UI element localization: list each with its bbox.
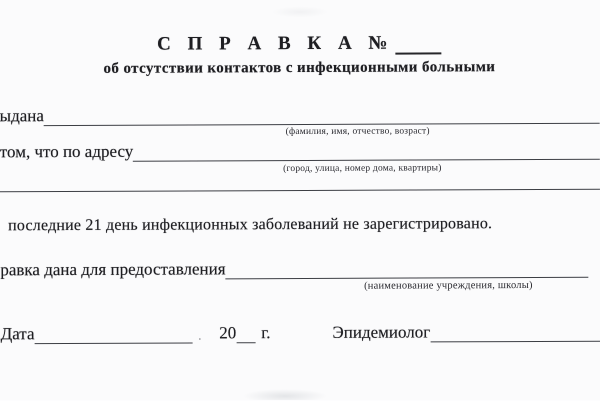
year-blank-line[interactable] [236,338,255,343]
issued-blank-line[interactable] [44,119,600,126]
year-prefix: 20 [219,322,236,343]
scan-dot: . [198,330,201,342]
purpose-blank-line[interactable] [226,273,589,280]
statement-text: последние 21 день инфекционных заболеваний не зарегистрировано. [8,215,492,235]
issued-field-row [0,98,600,127]
purpose-field-row [0,252,588,281]
date-blank-line[interactable] [34,338,192,344]
address-label: том, что по адресу [0,141,133,163]
epidemiologist-label: Эпидемиолог [332,321,430,342]
issued-label: ыдана [0,105,44,126]
issued-caption: (фамилия, имя, отчество, возраст) [272,126,444,137]
date-label: Дата [1,323,35,344]
year-suffix: г. [261,322,270,343]
address-field-row [0,134,600,163]
purpose-caption: (наименование учреждения, школы) [333,280,563,292]
continuation-blank-line[interactable] [0,189,600,193]
certificate-title-row [0,32,599,57]
certificate-number-blank-line[interactable] [395,32,441,54]
epidemiologist-blank-line[interactable] [430,337,600,343]
purpose-label: равка дана для предоставления [0,258,225,280]
address-caption: (город, улица, номер дома, квартиры) [255,163,470,174]
certificate-title: С П Р А В К А № [157,33,393,56]
footer-row [1,316,600,345]
address-blank-line[interactable] [133,155,600,162]
certificate-subtitle: об отсутствии контактов с инфекционными больными [0,59,599,79]
